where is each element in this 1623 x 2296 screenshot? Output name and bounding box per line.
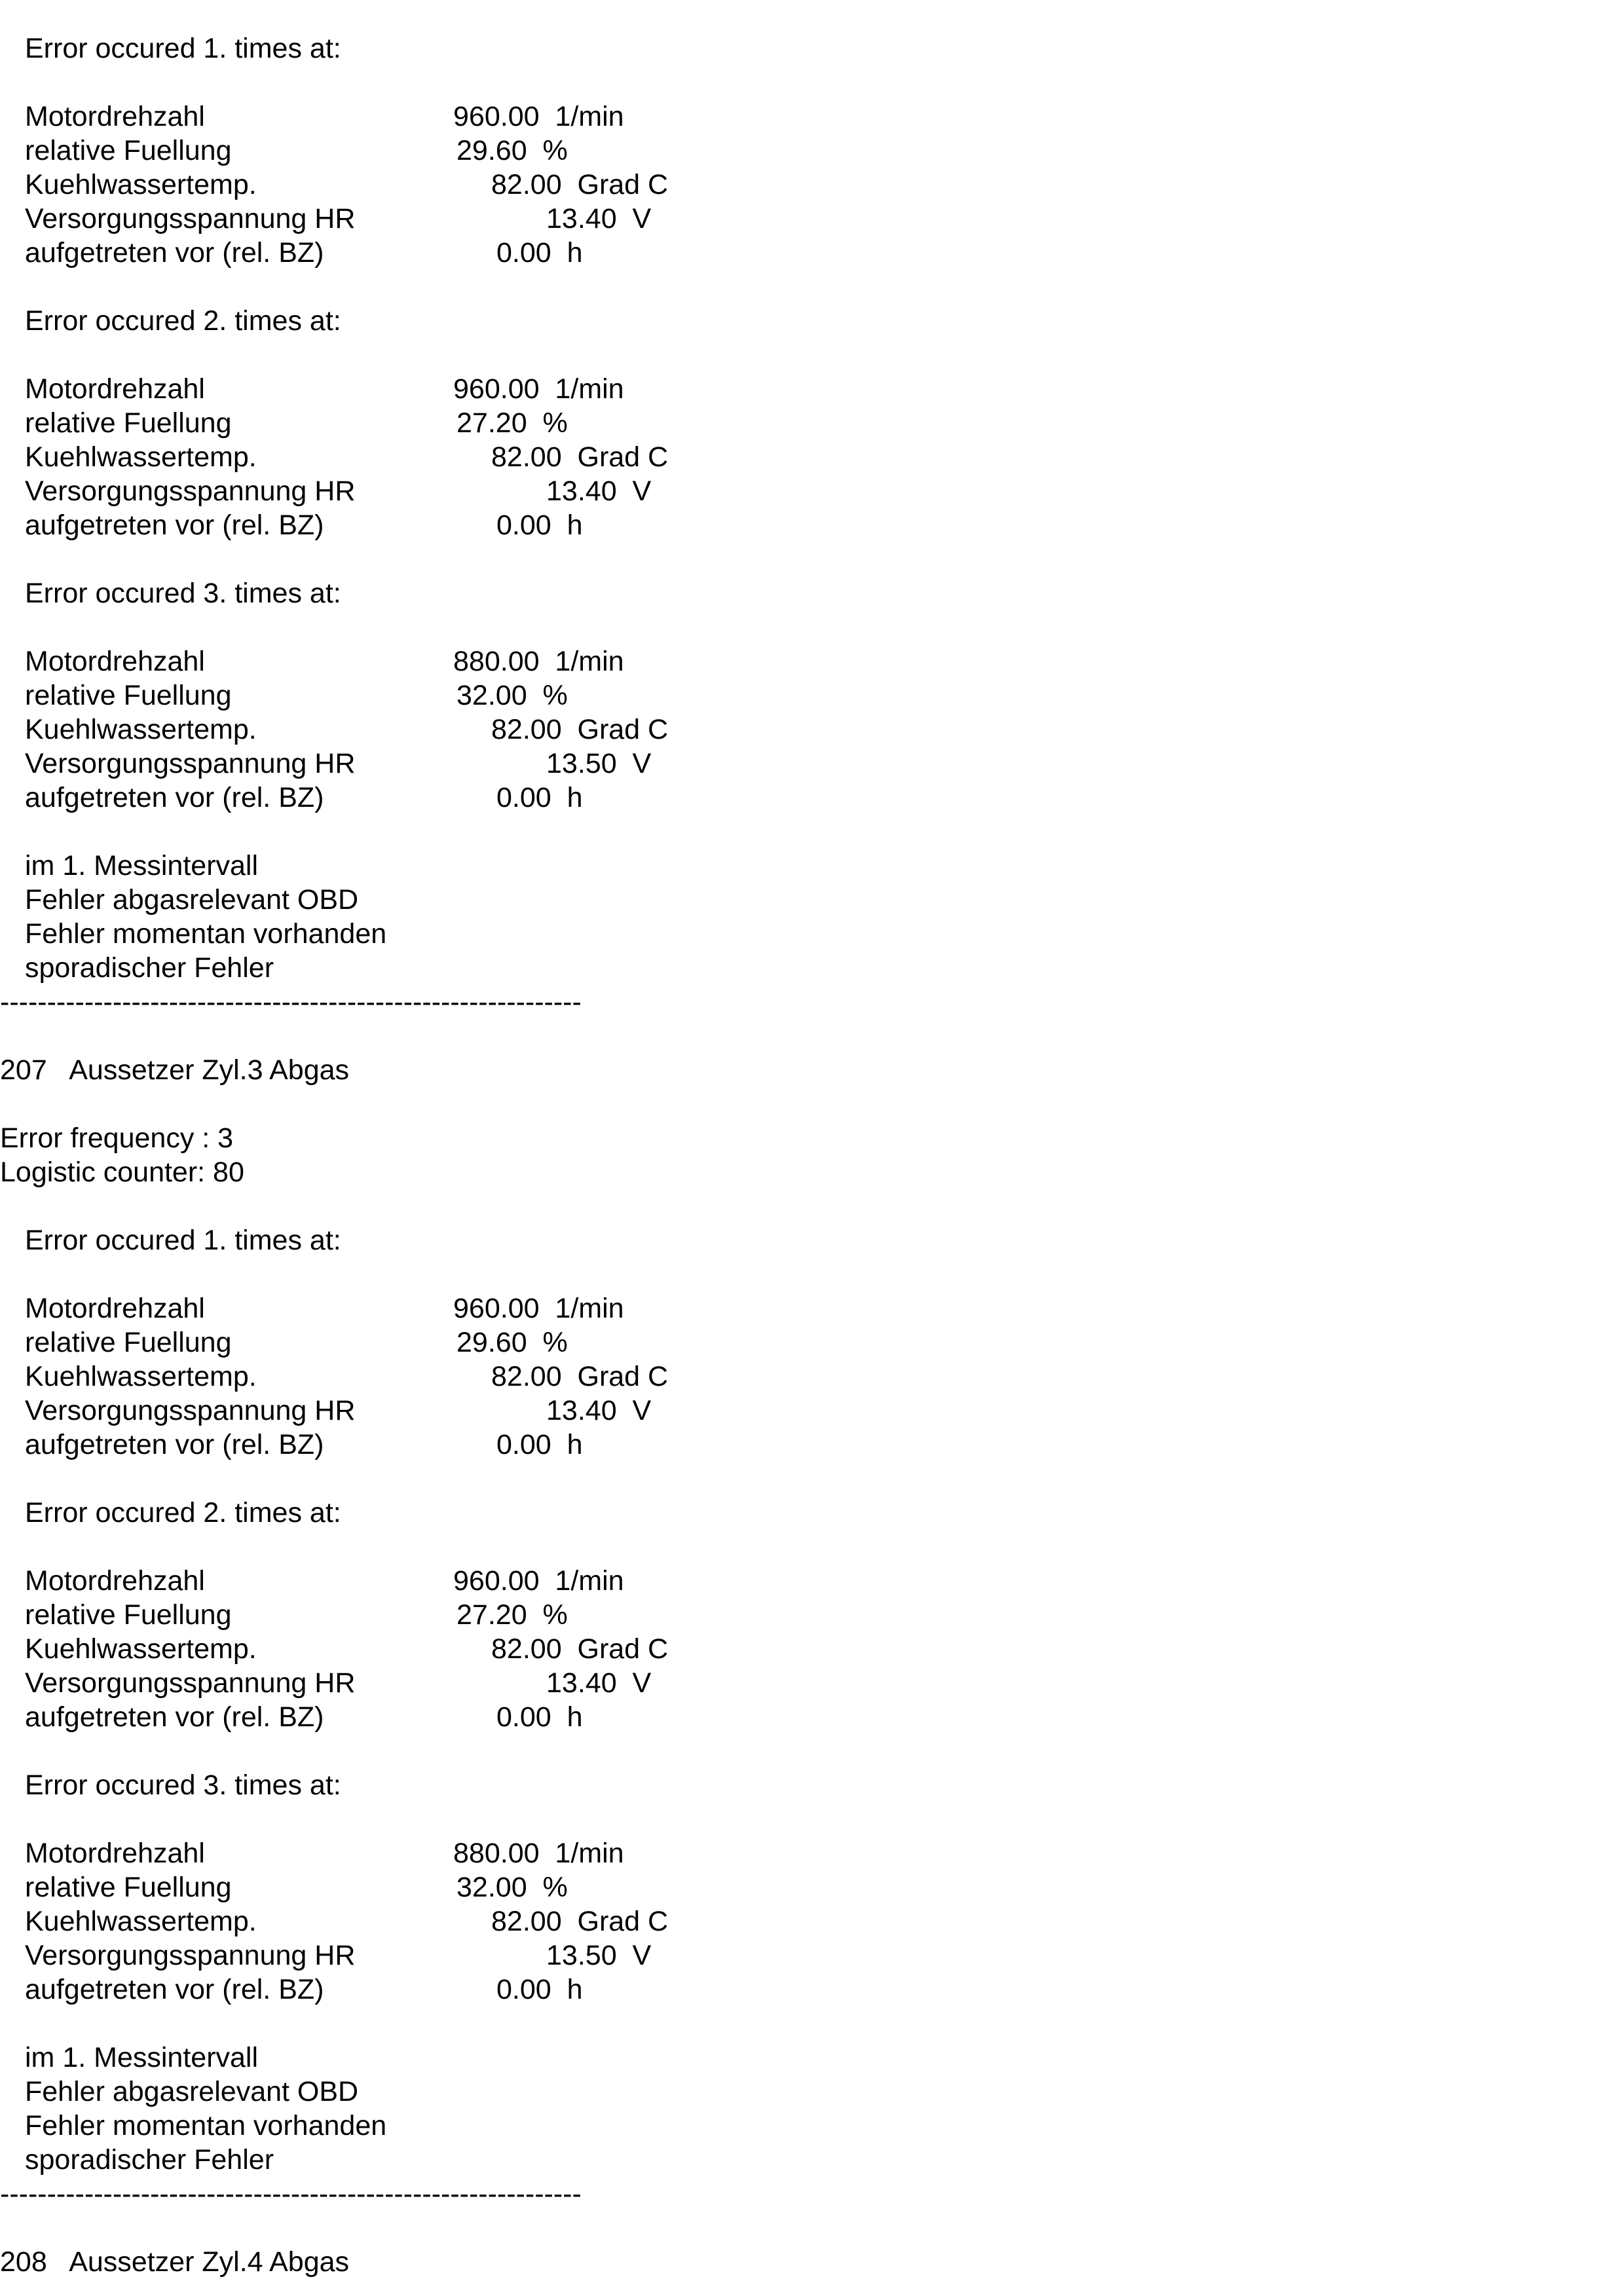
status-line: im 1. Messintervall bbox=[25, 2042, 259, 2073]
measurement-value: 82.00 Grad C bbox=[491, 441, 669, 473]
measurement-label: relative Fuellung bbox=[25, 135, 232, 166]
measurement-value: 0.00 h bbox=[496, 1701, 583, 1733]
measurement-value: 13.50 V bbox=[546, 1940, 652, 1971]
occurrence-heading: Error occured 3. times at: bbox=[25, 1769, 341, 1801]
measurement-label: aufgetreten vor (rel. BZ) bbox=[25, 1974, 324, 2005]
measurement-label: aufgetreten vor (rel. BZ) bbox=[25, 1701, 324, 1733]
measurement-value: 82.00 Grad C bbox=[491, 1633, 669, 1665]
measurement-value: 27.20 % bbox=[457, 407, 568, 439]
measurement-label: Motordrehzahl bbox=[25, 646, 205, 677]
measurement-label: relative Fuellung bbox=[25, 680, 232, 711]
measurement-value: 0.00 h bbox=[496, 782, 583, 813]
measurement-value: 880.00 1/min bbox=[453, 1838, 624, 1869]
measurement-label: relative Fuellung bbox=[25, 1872, 232, 1903]
measurement-label: Motordrehzahl bbox=[25, 1293, 205, 1324]
occurrence-heading: Error occured 2. times at: bbox=[25, 305, 341, 337]
separator-line: -------------------------------------------------------------- bbox=[0, 986, 582, 1018]
measurement-label: Versorgungsspannung HR bbox=[25, 203, 356, 234]
measurement-value: 13.40 V bbox=[546, 1395, 652, 1426]
measurement-value: 960.00 1/min bbox=[453, 1293, 624, 1324]
measurement-value: 82.00 Grad C bbox=[491, 169, 669, 200]
measurement-value: 13.50 V bbox=[546, 748, 652, 779]
measurement-value: 960.00 1/min bbox=[453, 373, 624, 405]
measurement-label: aufgetreten vor (rel. BZ) bbox=[25, 1429, 324, 1460]
status-line: Fehler abgasrelevant OBD bbox=[25, 884, 359, 916]
measurement-label: Motordrehzahl bbox=[25, 1565, 205, 1597]
measurement-value: 960.00 1/min bbox=[453, 101, 624, 132]
occurrence-heading: Error occured 2. times at: bbox=[25, 1497, 341, 1528]
status-line: sporadischer Fehler bbox=[25, 2144, 274, 2176]
measurement-value: 82.00 Grad C bbox=[491, 1361, 669, 1392]
measurement-label: Versorgungsspannung HR bbox=[25, 1395, 356, 1426]
measurement-label: Kuehlwassertemp. bbox=[25, 1361, 257, 1392]
measurement-value: 0.00 h bbox=[496, 237, 583, 268]
logistic-counter: Logistic counter: 80 bbox=[0, 1157, 244, 1188]
measurement-label: Versorgungsspannung HR bbox=[25, 1940, 356, 1971]
measurement-label: relative Fuellung bbox=[25, 1599, 232, 1631]
measurement-value: 82.00 Grad C bbox=[491, 714, 669, 745]
measurement-label: Kuehlwassertemp. bbox=[25, 714, 257, 745]
separator-line: -------------------------------------------------------------- bbox=[0, 2178, 582, 2210]
measurement-label: aufgetreten vor (rel. BZ) bbox=[25, 782, 324, 813]
measurement-label: Kuehlwassertemp. bbox=[25, 1633, 257, 1665]
measurement-label: Motordrehzahl bbox=[25, 373, 205, 405]
measurement-value: 32.00 % bbox=[457, 680, 568, 711]
measurement-value: 32.00 % bbox=[457, 1872, 568, 1903]
measurement-label: Versorgungsspannung HR bbox=[25, 475, 356, 507]
measurement-value: 82.00 Grad C bbox=[491, 1906, 669, 1937]
status-line: sporadischer Fehler bbox=[25, 952, 274, 984]
measurement-label: Kuehlwassertemp. bbox=[25, 169, 257, 200]
measurement-label: relative Fuellung bbox=[25, 407, 232, 439]
measurement-value: 29.60 % bbox=[457, 135, 568, 166]
measurement-label: Versorgungsspannung HR bbox=[25, 1667, 356, 1699]
measurement-label: relative Fuellung bbox=[25, 1327, 232, 1358]
measurement-label: Kuehlwassertemp. bbox=[25, 441, 257, 473]
measurement-value: 13.40 V bbox=[546, 475, 652, 507]
error-frequency: Error frequency : 3 bbox=[0, 1122, 234, 1154]
measurement-label: Motordrehzahl bbox=[25, 101, 205, 132]
status-line: Fehler momentan vorhanden bbox=[25, 918, 387, 950]
measurement-label: Versorgungsspannung HR bbox=[25, 748, 356, 779]
measurement-label: Motordrehzahl bbox=[25, 1838, 205, 1869]
status-line: im 1. Messintervall bbox=[25, 850, 259, 881]
measurement-value: 13.40 V bbox=[546, 203, 652, 234]
measurement-value: 29.60 % bbox=[457, 1327, 568, 1358]
measurement-value: 0.00 h bbox=[496, 509, 583, 541]
occurrence-heading: Error occured 1. times at: bbox=[25, 33, 341, 64]
measurement-value: 0.00 h bbox=[496, 1429, 583, 1460]
measurement-value: 0.00 h bbox=[496, 1974, 583, 2005]
measurement-label: aufgetreten vor (rel. BZ) bbox=[25, 509, 324, 541]
occurrence-heading: Error occured 3. times at: bbox=[25, 578, 341, 609]
status-line: Fehler momentan vorhanden bbox=[25, 2110, 387, 2141]
status-line: Fehler abgasrelevant OBD bbox=[25, 2076, 359, 2107]
measurement-value: 27.20 % bbox=[457, 1599, 568, 1631]
measurement-value: 960.00 1/min bbox=[453, 1565, 624, 1597]
measurement-value: 13.40 V bbox=[546, 1667, 652, 1699]
occurrence-heading: Error occured 1. times at: bbox=[25, 1225, 341, 1256]
fault-title: 207 Aussetzer Zyl.3 Abgas bbox=[0, 1054, 350, 1086]
measurement-label: Kuehlwassertemp. bbox=[25, 1906, 257, 1937]
measurement-value: 880.00 1/min bbox=[453, 646, 624, 677]
measurement-label: aufgetreten vor (rel. BZ) bbox=[25, 237, 324, 268]
fault-title: 208 Aussetzer Zyl.4 Abgas bbox=[0, 2246, 350, 2278]
